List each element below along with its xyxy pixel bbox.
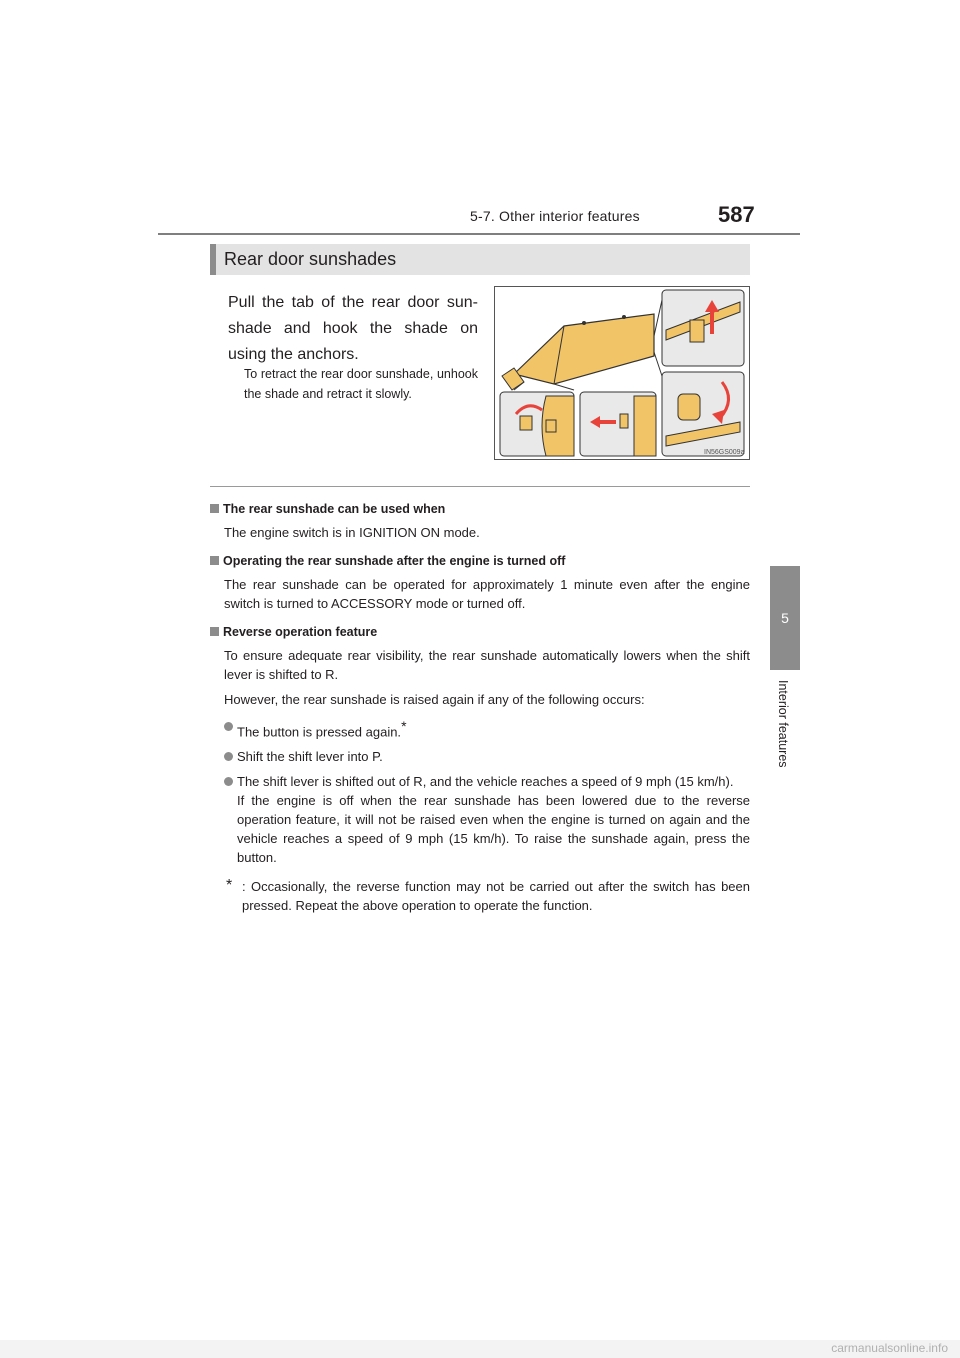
topic-paragraph: The engine switch is in IGNITION ON mode. — [224, 525, 480, 540]
topic-heading: The rear sunshade can be used when — [210, 500, 750, 519]
bullet-icon — [224, 777, 233, 786]
topic-reverse-operation — [210, 623, 750, 915]
topic-engine-on — [210, 500, 750, 542]
figure-label: IN56GS009a — [704, 449, 745, 456]
topic-heading: Operating the rear sunshade after the engine is turned off — [210, 552, 750, 571]
section-title: Rear door sunshades — [224, 249, 397, 269]
section-title-bar — [210, 244, 750, 275]
bullet-icon — [224, 722, 233, 731]
square-bullet-icon — [210, 504, 219, 513]
list-item: Shift the shift lever into P. — [224, 747, 750, 766]
bullet-followup: If the engine is off when the rear sunshade has been lowered due to the reverse operation feature, it will not be raised even when the engine is turned on again and the vehicle reaches a speed of 9 mph (15 km/h). To raise the sunshade again, press the button. — [237, 793, 750, 866]
topic-heading: Reverse operation feature — [210, 623, 750, 642]
topic-engine-off — [210, 552, 750, 613]
intro-note: To retract the rear door sunshade, unhook the shade and retract it slowly. — [244, 367, 478, 401]
bullet-icon — [224, 752, 233, 761]
list-item: The shift lever is shifted out of R, and the vehicle reaches a speed of 9 mph (15 km/h). If the engine is off when the rear sunshade has been lowered due to the reverse operation feature, it will not be raised even when the engine is turned on again and the vehicle reaches a speed of 9 mph (15 km/h). To raise the sunshade again, press the button. — [224, 772, 750, 867]
chapter-tab[interactable] — [770, 566, 800, 670]
section-title-accent — [210, 244, 216, 275]
section-divider — [210, 486, 750, 487]
topic-paragraph: To ensure adequate rear visibility, the rear sunshade automatically lowers when the shift lever is shifted to R. — [224, 648, 750, 682]
watermark-bar — [0, 1340, 960, 1358]
square-bullet-icon — [210, 627, 219, 636]
intro-text: Pull the tab of the rear door sun-shade and hook the shade on using the anchors. — [228, 294, 478, 363]
square-bullet-icon — [210, 556, 219, 565]
footnote: * : Occasionally, the reverse function may not be carried out after the switch has been pressed. Repeat the above operation to operate the function. — [226, 877, 750, 914]
topic-list — [210, 500, 750, 915]
sunshade-illustration — [494, 286, 750, 460]
topic-paragraph: The rear sunshade can be operated for approximately 1 minute even after the engine switch is turned to ACCESSORY mode or turned off. — [224, 577, 750, 611]
chapter-number: 5 — [781, 610, 789, 626]
list-item: The button is pressed again.* — [224, 717, 750, 741]
topic-paragraph: However, the rear sunshade is raised again if any of the following occurs: — [224, 692, 645, 707]
running-header-section: 5-7. Other interior features — [470, 208, 640, 224]
header-rule — [158, 233, 800, 235]
page-number: 587 — [718, 202, 755, 227]
footnote-marker: * — [226, 877, 233, 895]
watermark-text: carmanualsonline.info — [831, 1341, 948, 1355]
chapter-side-label — [776, 680, 794, 810]
chapter-label: Interior features — [776, 680, 790, 768]
